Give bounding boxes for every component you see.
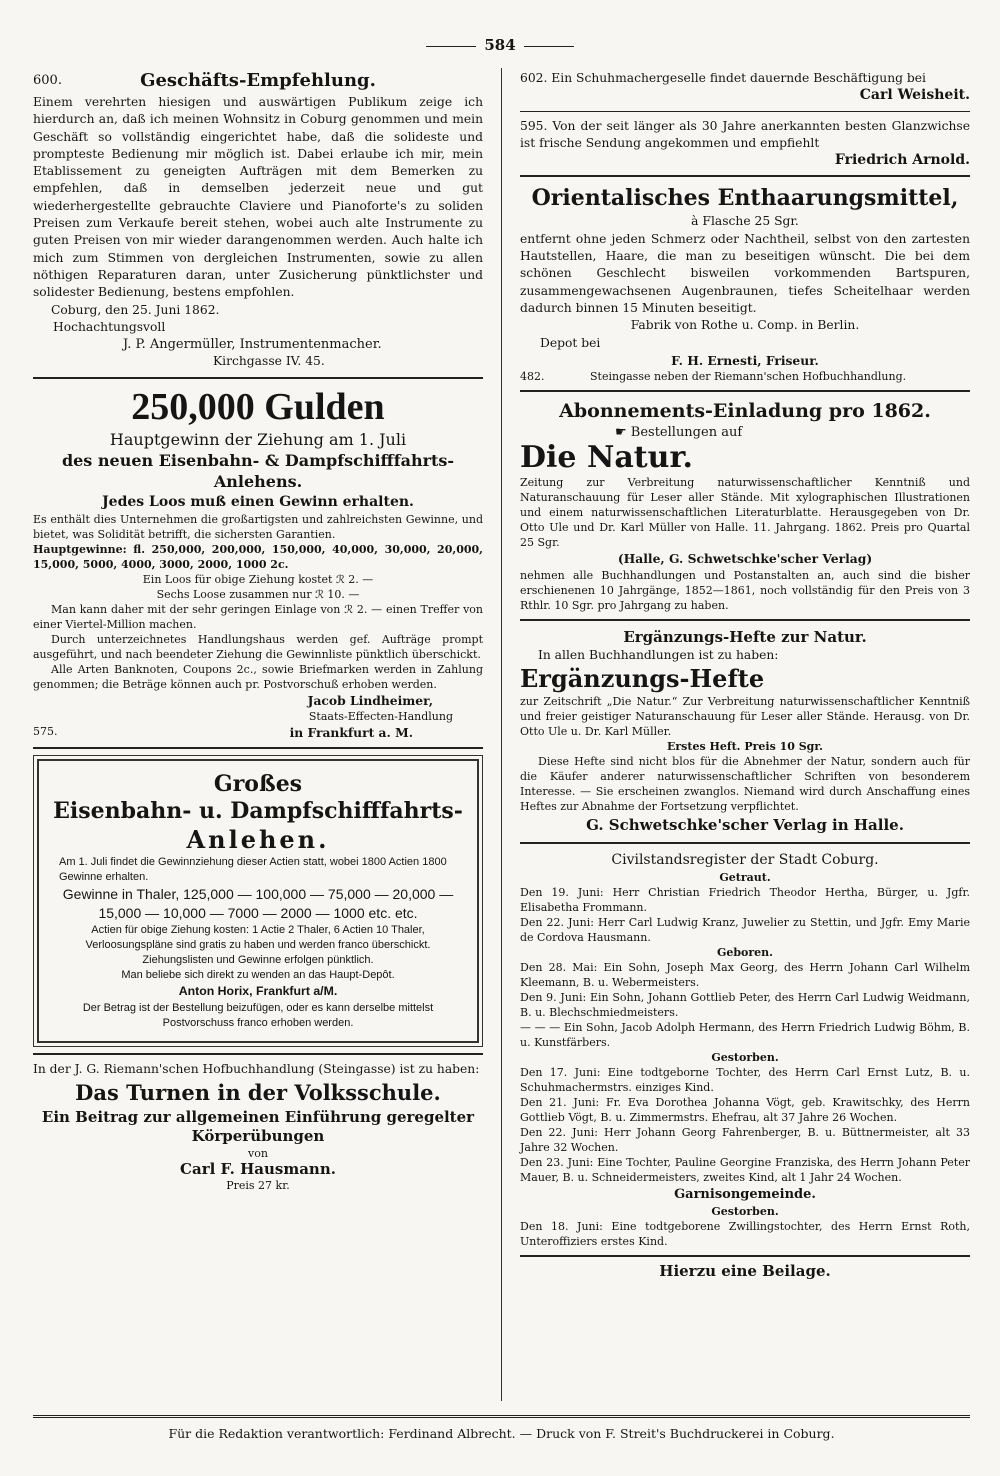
author: Carl F. Hausmann.: [180, 1159, 336, 1178]
ad-name: Carl Weisheit.: [859, 87, 970, 104]
firm: Jacob Lindheimer,: [307, 692, 433, 708]
ad-text: 602. Ein Schuhmachergeselle findet dauernde Beschäftigung bei: [520, 71, 926, 85]
boxed-ad: [37, 759, 479, 1042]
entry: Den 21. Juni: Fr. Eva Dorothea Johanna Vögt, geb. Krawitschky, des Herrn Gottlieb Vögt, B. u. Zimmermstrs. Ehefrau, alt 37 Jahre 26 Wochen.: [520, 1096, 970, 1125]
title: Orientalisches Enthaarungsmittel,: [531, 185, 959, 212]
ad-abonnement: [520, 398, 970, 613]
ad-turnen: [33, 1061, 483, 1194]
page-number: 584: [0, 36, 1000, 54]
body: nehmen alle Buchhandlungen und Postanstalten an, auch sind die bisher erschienenen 10 Jahrgänge, 1852—1861, noch vollständig für den Preis von 3 Rthlr. 10 Sgr. pro Jahrgang zu haben.: [520, 568, 970, 612]
body: Am 1. Juli findet die Gewinnziehung dieser Actien statt, wobei 1800 Actien 1800 Gewinne erhalten.: [59, 856, 447, 884]
city: in Frankfurt a. M.: [289, 725, 413, 741]
ad-text: 595. Von der seit länger als 30 Jahre anerkannten besten Glanzwichse ist frische Sendung angekommen und empfiehlt: [520, 118, 970, 150]
von: von: [248, 1146, 268, 1160]
order-line: ☛ Bestellungen auf: [615, 425, 743, 441]
price: Preis 27 kr.: [226, 1179, 290, 1193]
entry: Den 17. Juni: Eine todtgeborne Tochter, des Herrn Carl Ernst Lutz, B. u. Schuhmachermstrs. einziges Kind.: [520, 1066, 970, 1095]
prizes: Gewinne in Thaler, 125,000 — 100,000 — 75,000 — 20,000 — 15,000 — 10,000 — 7000 — 2000 — 1000 etc. etc.: [62, 886, 454, 922]
signature: J. P. Angermüller, Instrumentenmacher.: [123, 337, 382, 353]
right-column: [520, 70, 970, 1280]
imprint-footer: Für die Redaktion verantwortlich: Ferdinand Albrecht. — Druck von F. Streit's Buchdruckerei in Coburg.: [33, 1415, 970, 1441]
publisher: (Halle, G. Schwetschke'scher Verlag): [617, 551, 873, 567]
entry: — — — Ein Sohn, Jacob Adolph Hermann, des Herrn Friedrich Ludwig Böhm, B. u. Kunstfärbers.: [520, 1021, 970, 1050]
entry: Den 22. Juni: Herr Johann Georg Fahrenberger, B. u. Büttnermeister, alt 33 Jahre 32 Wochen.: [520, 1126, 970, 1155]
price: Ein Loos für obige Ziehung kostet ℛ 2. —: [142, 572, 374, 586]
place-date: Coburg, den 25. Juni 1862.: [51, 302, 220, 317]
claim: Jedes Loos muß einen Gewinn erhalten.: [102, 493, 414, 510]
firm: Staats-Effecten-Handlung: [308, 710, 453, 724]
ad-575: [33, 385, 483, 742]
title: Das Turnen in der Volksschule.: [75, 1079, 441, 1105]
ad-number: 600.: [33, 73, 62, 88]
description: Zeitung zur Verbreitung naturwissenschaftlicher Kenntniß und Naturanschauung für Leser aller Stände. Mit xylographischen Illustrationen und einem naturwissenschaftlichen Literaturblatte. Herausgegeben von Dr. Otto Ule und Dr. Karl Müller von Halle. 11. Jahrgang. 1862. Preis pro Quartal 25 Sgr.: [520, 476, 970, 550]
body: entfernt ohne jeden Schmerz oder Nachtheil, selbst von den zartesten Hautstellen, Haare, die man zu beseitigen wünscht. Die bei dem schönen Geschlecht bisweilen vorkommenden Bartspuren, zusammengewachsenen Augenbraunen, tiefes Scheitelhaar werden dadurch binnen 15 Minuten beseitigt.: [520, 231, 970, 315]
body: Es enthält dies Unternehmen die großartigsten und zahlreichsten Gewinne, und bietet, was Solidität betrifft, die sichersten Garantien.: [33, 512, 483, 541]
intro: In der J. G. Riemann'schen Hofbuchhandlung (Steingasse) ist zu haben:: [33, 1061, 480, 1076]
entry: Den 28. Mai: Ein Sohn, Joseph Max Georg, des Herrn Johann Carl Wilhelm Kleemann, B. u. Webermeisters.: [520, 961, 970, 990]
ad-482: [520, 183, 970, 384]
depot-name: F. H. Ernesti, Friseur.: [671, 352, 819, 368]
depot: Anton Horix, Frankfurt a/M.: [178, 984, 338, 999]
publisher: G. Schwetschke'scher Verlag in Halle.: [586, 816, 904, 835]
price: à Flasche 25 Sgr.: [691, 214, 799, 229]
body: Actien für obige Ziehung kosten: 1 Actie 2 Thaler, 6 Actien 10 Thaler, Verloosungspläne sind gratis zu haben und werden franco überschickt. Ziehungslisten und Gewinne erfolgen pünktlich.: [85, 924, 431, 967]
supplement-note: Hierzu eine Beilage.: [659, 1262, 831, 1281]
address: Steingasse neben der Riemann'schen Hofbuchhandlung.: [590, 370, 907, 384]
section-heading: Gestorben.: [711, 1205, 779, 1219]
body: Durch unterzeichnetes Handlungshaus werden gef. Aufträge prompt ausgeführt, und nach beendeter Ziehung die Gewinnliste pünktlich überschickt.: [33, 632, 483, 661]
ad-600: [33, 70, 483, 371]
description: zur Zeitschrift „Die Natur.“ Zur Verbreitung naturwissenschaftlicher Kenntniß und freier geistiger Naturanschauung für Leser aller Stände. Herausg. von Dr. Otto Ule u. Dr. Karl Müller.: [520, 695, 970, 739]
entry: Den 9. Juni: Ein Sohn, Johann Gottlieb Peter, des Herrn Carl Ludwig Weidmann, B. u. Blechschmiedmeisters.: [520, 991, 970, 1020]
entry: Den 22. Juni: Herr Carl Ludwig Kranz, Juwelier zu Stettin, und Jgfr. Emy Marie de Cordova Hausmann.: [520, 916, 970, 945]
factory: Fabrik von Rothe u. Comp. in Berlin.: [630, 318, 860, 333]
title: Großes: [213, 771, 303, 798]
title: Eisenbahn- u. Dampfschifffahrts-: [53, 798, 463, 825]
body: Alle Arten Banknoten, Coupons 2c., sowie Briefmarken werden in Zahlung genommen; die Beträge können auch pr. Postvorschuß erhoben werden.: [33, 662, 483, 691]
big-title: Ergänzungs-Hefte: [520, 664, 765, 694]
title: Abonnements-Einladung pro 1862.: [559, 400, 931, 423]
civil-register: [520, 850, 970, 1249]
body: Diese Hefte sind nicht blos für die Abnehmer der Natur, sondern auch für die Käufer anderer naturwissenschaftlicher Schriften von besonderem Interesse. — Sie erscheinen zwanglos. Niemand wird durch Anschaffung eines Heftes zur Abnahme der Fortsetzung verpflichtet.: [520, 755, 970, 814]
intro: In allen Buchhandlungen ist zu haben:: [538, 647, 779, 662]
subheading: Hauptgewinn der Ziehung am 1. Juli: [109, 429, 407, 449]
ad-ergaenzung: [520, 627, 970, 836]
title: Civilstandsregister der Stadt Coburg.: [611, 852, 879, 869]
first-issue: Erstes Heft. Preis 10 Sgr.: [667, 740, 823, 754]
ad-602: [520, 70, 970, 105]
title: Ergänzungs-Hefte zur Natur.: [623, 627, 867, 646]
ad-595: [520, 118, 970, 170]
headline: 250,000 Gulden: [131, 385, 385, 428]
section-heading: Gestorben.: [711, 1051, 779, 1065]
subtitle: Ein Beitrag zur allgemeinen Einführung geregelter Körperübungen: [41, 1107, 475, 1145]
greeting: Hochachtungsvoll: [53, 319, 166, 334]
ad-number: 482.: [520, 370, 545, 384]
left-column: [33, 70, 483, 1193]
body: Man beliebe sich direkt zu wenden an das Haupt-Depôt.: [121, 969, 395, 982]
ad-number: 575.: [33, 725, 58, 739]
entry: Den 19. Juni: Herr Christian Friedrich Theodor Hertha, Bürger, u. Jgfr. Elisabetha Frommann.: [520, 886, 970, 915]
section-heading: Geboren.: [716, 946, 774, 960]
body: Der Betrag ist der Bestellung beizufügen, oder es kann derselbe mittelst Postvorschuss franco erhoben werden.: [82, 1001, 434, 1029]
body: Man kann daher mit der sehr geringen Einlage von ℛ 2. — einen Treffer von einer Viertel-Million machen.: [33, 602, 483, 631]
ad-name: Friedrich Arnold.: [834, 152, 970, 169]
column-divider: [501, 68, 502, 1401]
section-heading: Getraut.: [719, 871, 771, 885]
depot: Depot bei: [540, 335, 601, 350]
subheading: des neuen Eisenbahn- & Dampfschifffahrts-: [61, 450, 455, 470]
ad-body: Einem verehrten hiesigen und auswärtigen Publikum zeige ich hierdurch an, daß ich meinen Wohnsitz in Coburg genommen und mein Geschäft so vollständig eingerichtet habe, daß die solideste und prompteste Bedienung mir möglich ist. Dabei erlaube ich mir, mein Etablissement zu geneigten Aufträgen mit dem Bemerken zu empfehlen, daß in demselben jederzeit neue und gut wiederhergestellte gebrauchte Claviere und Pianoforte's zu soliden Preisen zum Verkaufe bereit stehen, wobei auch alte Instrumente zu guten Preisen von mir wieder darangenommen werden. Auch halte ich mich zum Stimmen von dergleichen Instrumenten, sowie zu allen nöthigen Reparaturen daran, unter Zusicherung pünktlichster und solidester Bedienung, bestens empfohlen.: [33, 95, 483, 300]
section-heading: Garnisongemeinde.: [674, 1187, 816, 1203]
entry: Den 18. Juni: Eine todtgeborene Zwillingstochter, des Herrn Ernst Roth, Unteroffiziers erstes Kind.: [520, 1220, 970, 1249]
prizes: Hauptgewinne: fl. 250,000, 200,000, 150,000, 40,000, 30,000, 20,000, 15,000, 5000, 4000, 3000, 2000, 1000 2c.: [33, 542, 483, 571]
subheading: Anlehens.: [213, 471, 303, 491]
journal-title: Die Natur.: [520, 440, 693, 476]
title: Anlehen.: [186, 825, 330, 855]
entry: Den 23. Juni: Eine Tochter, Pauline Georgine Franziska, des Herrn Johann Peter Mauer, B. u. Schneidermeisters, zweites Kind, alt 1 Jahr 24 Wochen.: [520, 1156, 970, 1185]
price: Sechs Loose zusammen nur ℛ 10. —: [156, 587, 360, 601]
address: Kirchgasse IV. 45.: [213, 354, 325, 369]
ad-heading: Geschäfts-Empfehlung.: [140, 70, 376, 91]
